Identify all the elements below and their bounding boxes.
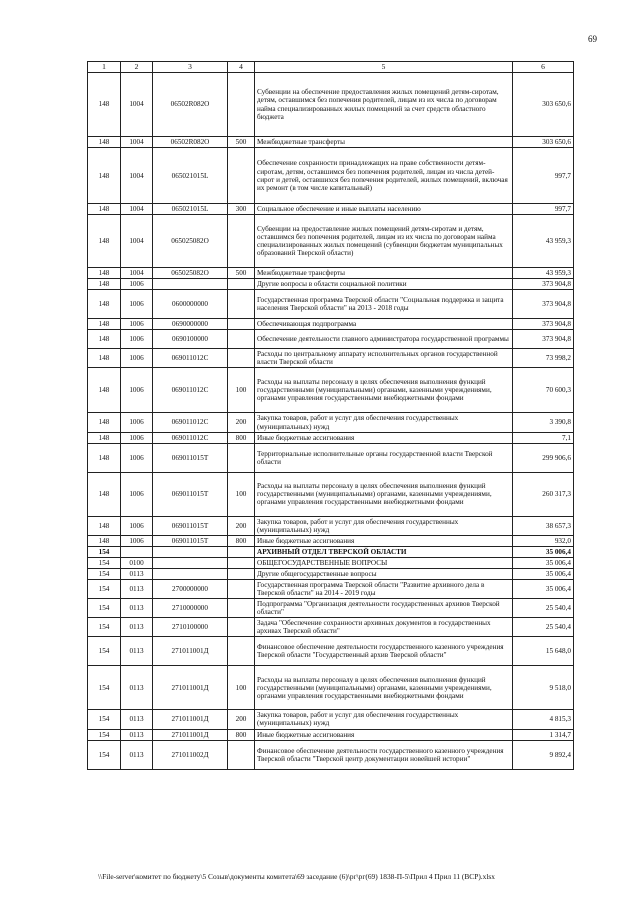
chapter-code-cell: 154 (88, 637, 121, 666)
expense-type-cell: 800 (228, 729, 255, 740)
table-row (88, 349, 574, 368)
table-row (88, 666, 574, 710)
chapter-code-cell: 154 (88, 666, 121, 710)
chapter-code-cell: 148 (88, 330, 121, 349)
amount-cell: 373 904,8 (513, 290, 574, 319)
target-code-cell: 069011012C (153, 349, 228, 368)
target-code-cell: 271011001Д (153, 710, 228, 729)
target-code-cell (153, 546, 228, 557)
section-code-cell: 1006 (121, 368, 153, 413)
amount-cell: 299 906,6 (513, 443, 574, 472)
expense-type-cell: 100 (228, 666, 255, 710)
amount-cell: 43 959,3 (513, 215, 574, 268)
target-code-cell: 0690000000 (153, 319, 228, 330)
target-code-cell (153, 557, 228, 568)
description-cell: Закупка товаров, работ и услуг для обеспечения государственных (муниципальных) нужд (255, 516, 513, 535)
chapter-code-cell: 148 (88, 137, 121, 148)
expense-type-cell: 100 (228, 472, 255, 516)
section-code-cell: 1006 (121, 413, 153, 432)
section-code-cell: 1004 (121, 73, 153, 137)
chapter-code-cell: 148 (88, 268, 121, 279)
chapter-code-cell: 154 (88, 568, 121, 579)
amount-cell: 25 540,4 (513, 618, 574, 637)
description-cell: Межбюджетные трансферты (255, 137, 513, 148)
section-code-cell: 0113 (121, 729, 153, 740)
amount-cell: 25 540,4 (513, 599, 574, 618)
expense-type-cell (228, 330, 255, 349)
target-code-cell: 271011001Д (153, 637, 228, 666)
expense-type-cell: 200 (228, 516, 255, 535)
target-code-cell: 271011001Д (153, 729, 228, 740)
amount-cell: 35 006,4 (513, 546, 574, 557)
expense-type-cell (228, 618, 255, 637)
description-cell: Финансовое обеспечение деятельности государственного казенного учреждения Тверской области "Тверской центр документации новейшей истории" (255, 740, 513, 769)
table-row (88, 413, 574, 432)
chapter-code-cell: 148 (88, 215, 121, 268)
header-cell-5: 5 (255, 62, 513, 73)
table-row (88, 740, 574, 769)
header-cell-1: 1 (88, 62, 121, 73)
amount-cell: 38 657,3 (513, 516, 574, 535)
chapter-code-cell: 148 (88, 319, 121, 330)
chapter-code-cell: 154 (88, 740, 121, 769)
table-row (88, 432, 574, 443)
amount-cell: 35 006,4 (513, 568, 574, 579)
description-cell: Обеспечение деятельности главного администратора государственной программы (255, 330, 513, 349)
target-code-cell: 069011012C (153, 432, 228, 443)
expense-type-cell (228, 349, 255, 368)
amount-cell: 373 904,8 (513, 330, 574, 349)
section-code-cell: 0100 (121, 557, 153, 568)
table-row (88, 637, 574, 666)
target-code-cell: 069011015T (153, 516, 228, 535)
description-cell: Государственная программа Тверской области "Развитие архивного дела в Тверской области" на 2014 - 2019 годы (255, 580, 513, 599)
amount-cell: 70 600,3 (513, 368, 574, 413)
amount-cell: 73 998,2 (513, 349, 574, 368)
description-cell: Обеспечивающая подпрограмма (255, 319, 513, 330)
header-row (88, 62, 574, 73)
target-code-cell: 069011015T (153, 472, 228, 516)
table-row (88, 137, 574, 148)
section-code-cell: 1004 (121, 148, 153, 204)
chapter-code-cell: 148 (88, 472, 121, 516)
table-row (88, 368, 574, 413)
table-row (88, 516, 574, 535)
description-cell: Обеспечение сохранности принадлежащих на праве собственности детям-сиротам, детям, оставшимся без попечения родителей, лицам из числа детей-сирот и детей, оставшихся без попечения родителей, жилых помещений, включая их ремонт (в том числе капитальный) (255, 148, 513, 204)
chapter-code-cell: 148 (88, 432, 121, 443)
amount-cell: 35 006,4 (513, 557, 574, 568)
section-code-cell: 1006 (121, 279, 153, 290)
amount-cell: 997,7 (513, 148, 574, 204)
description-cell: Другие вопросы в области социальной политики (255, 279, 513, 290)
section-code-cell: 0113 (121, 637, 153, 666)
section-code-cell: 1004 (121, 137, 153, 148)
description-cell: Межбюджетные трансферты (255, 268, 513, 279)
table-row (88, 599, 574, 618)
table-row (88, 204, 574, 215)
table-row (88, 290, 574, 319)
table-row (88, 535, 574, 546)
chapter-code-cell: 148 (88, 516, 121, 535)
section-code-cell: 1006 (121, 472, 153, 516)
description-cell: Расходы на выплаты персоналу в целях обеспечения выполнения функций государственными (муниципальными) органами, казенными учреждениями, органами управления государственными внебюджетными фондами (255, 368, 513, 413)
section-code-cell: 1004 (121, 268, 153, 279)
table-row (88, 268, 574, 279)
expense-type-cell: 300 (228, 204, 255, 215)
header-cell-3: 3 (153, 62, 228, 73)
chapter-code-cell: 148 (88, 73, 121, 137)
chapter-code-cell: 148 (88, 413, 121, 432)
chapter-code-cell: 148 (88, 443, 121, 472)
expense-type-cell: 800 (228, 535, 255, 546)
expense-type-cell (228, 279, 255, 290)
expense-type-cell: 100 (228, 368, 255, 413)
section-code-cell: 1006 (121, 443, 153, 472)
target-code-cell: 065021015L (153, 148, 228, 204)
expense-type-cell (228, 557, 255, 568)
amount-cell: 3 390,8 (513, 413, 574, 432)
header-cell-2: 2 (121, 62, 153, 73)
file-path-footer: \\File-server\комитет по бюджету\5 Созыв\документы комитета\69 заседание (6)\рг\рг(69) 1838-П-5\Прил 4 Прил 11 (ВСР).xlsx (98, 872, 495, 881)
amount-cell: 7,1 (513, 432, 574, 443)
budget-table (87, 61, 574, 770)
table-row (88, 710, 574, 729)
chapter-code-cell: 154 (88, 710, 121, 729)
chapter-code-cell: 154 (88, 618, 121, 637)
section-code-cell: 1006 (121, 516, 153, 535)
expense-type-cell (228, 73, 255, 137)
section-code-cell: 1006 (121, 330, 153, 349)
target-code-cell: 271011001Д (153, 666, 228, 710)
expense-type-cell (228, 443, 255, 472)
expense-type-cell (228, 319, 255, 330)
chapter-code-cell: 154 (88, 557, 121, 568)
expense-type-cell: 800 (228, 432, 255, 443)
target-code-cell: 0600000000 (153, 290, 228, 319)
table-row (88, 148, 574, 204)
amount-cell: 9 892,4 (513, 740, 574, 769)
chapter-code-cell: 148 (88, 368, 121, 413)
target-code-cell: 271011002Д (153, 740, 228, 769)
description-cell: Задача "Обеспечение сохранности архивных документов в государственных архивах Тверской области" (255, 618, 513, 637)
amount-cell: 260 317,3 (513, 472, 574, 516)
table-row (88, 729, 574, 740)
target-code-cell: 2710000000 (153, 599, 228, 618)
expense-type-cell (228, 599, 255, 618)
target-code-cell: 069011015T (153, 443, 228, 472)
amount-cell: 35 006,4 (513, 580, 574, 599)
description-cell: АРХИВНЫЙ ОТДЕЛ ТВЕРСКОЙ ОБЛАСТИ (255, 546, 513, 557)
section-code-cell: 0113 (121, 618, 153, 637)
amount-cell: 1 314,7 (513, 729, 574, 740)
section-code-cell: 0113 (121, 568, 153, 579)
target-code-cell: 069011012C (153, 368, 228, 413)
expense-type-cell (228, 637, 255, 666)
expense-type-cell: 500 (228, 137, 255, 148)
target-code-cell: 065025082O (153, 268, 228, 279)
target-code-cell (153, 279, 228, 290)
target-code-cell: 06502R082O (153, 73, 228, 137)
section-code-cell: 1006 (121, 432, 153, 443)
section-code-cell: 1006 (121, 349, 153, 368)
description-cell: ОБЩЕГОСУДАРСТВЕННЫЕ ВОПРОСЫ (255, 557, 513, 568)
chapter-code-cell: 154 (88, 599, 121, 618)
description-cell: Другие общегосударственные вопросы (255, 568, 513, 579)
amount-cell: 303 650,6 (513, 73, 574, 137)
chapter-code-cell: 154 (88, 546, 121, 557)
amount-cell: 43 959,3 (513, 268, 574, 279)
expense-type-cell (228, 290, 255, 319)
description-cell: Иные бюджетные ассигнования (255, 535, 513, 546)
description-cell: Территориальные исполнительные органы государственной власти Тверской области (255, 443, 513, 472)
description-cell: Закупка товаров, работ и услуг для обеспечения государственных (муниципальных) нужд (255, 710, 513, 729)
amount-cell: 373 904,8 (513, 319, 574, 330)
section-code-cell: 1004 (121, 215, 153, 268)
table-row (88, 330, 574, 349)
chapter-code-cell: 148 (88, 148, 121, 204)
description-cell: Социальное обеспечение и иные выплаты населению (255, 204, 513, 215)
chapter-code-cell: 154 (88, 580, 121, 599)
target-code-cell: 0690100000 (153, 330, 228, 349)
target-code-cell: 065021015L (153, 204, 228, 215)
table-row (88, 215, 574, 268)
amount-cell: 997,7 (513, 204, 574, 215)
expense-type-cell (228, 580, 255, 599)
section-code-cell: 0113 (121, 666, 153, 710)
table-row (88, 557, 574, 568)
table-row (88, 443, 574, 472)
budget-table-body (88, 62, 574, 770)
chapter-code-cell: 154 (88, 729, 121, 740)
chapter-code-cell: 148 (88, 349, 121, 368)
section-code-cell: 1006 (121, 319, 153, 330)
table-row (88, 472, 574, 516)
target-code-cell (153, 568, 228, 579)
expense-type-cell (228, 148, 255, 204)
target-code-cell: 065025082O (153, 215, 228, 268)
expense-type-cell (228, 546, 255, 557)
description-cell: Закупка товаров, работ и услуг для обеспечения государственных (муниципальных) нужд (255, 413, 513, 432)
target-code-cell: 069011012C (153, 413, 228, 432)
amount-cell: 4 815,3 (513, 710, 574, 729)
target-code-cell: 2710100000 (153, 618, 228, 637)
description-cell: Государственная программа Тверской области "Социальная поддержка и защита населения Тверской области" на 2013 - 2018 годы (255, 290, 513, 319)
amount-cell: 15 648,0 (513, 637, 574, 666)
description-cell: Субвенции на обеспечение предоставления жилых помещений детям-сиротам, детям, оставшимся без попечения родителей, лицам из их числа по договорам найма специализированных жилых помещений за счет средств областного бюджета (255, 73, 513, 137)
section-code-cell: 0113 (121, 710, 153, 729)
table-row (88, 319, 574, 330)
table-row (88, 73, 574, 137)
expense-type-cell: 200 (228, 413, 255, 432)
table-row (88, 568, 574, 579)
section-code-cell: 1006 (121, 290, 153, 319)
amount-cell: 9 518,0 (513, 666, 574, 710)
page-number: 69 (588, 34, 597, 44)
amount-cell: 303 650,6 (513, 137, 574, 148)
expense-type-cell (228, 568, 255, 579)
expense-type-cell: 200 (228, 710, 255, 729)
description-cell: Субвенции на предоставление жилых помещений детям-сиротам и детям, оставшимся без попечения родителей, лицам из их числа по договорам найма специализированных жилых помещений (субвенции бюджетам муниципальных образований Тверской области) (255, 215, 513, 268)
description-cell: Расходы на выплаты персоналу в целях обеспечения выполнения функций государственными (муниципальными) органами, казенными учреждениями, органами управления государственными внебюджетными фондами (255, 472, 513, 516)
chapter-code-cell: 148 (88, 535, 121, 546)
section-code-cell: 0113 (121, 599, 153, 618)
description-cell: Финансовое обеспечение деятельности государственного казенного учреждения Тверской области "Государственный архив Тверской области" (255, 637, 513, 666)
target-code-cell: 06502R082O (153, 137, 228, 148)
table-row (88, 618, 574, 637)
target-code-cell: 2700000000 (153, 580, 228, 599)
amount-cell: 932,0 (513, 535, 574, 546)
expense-type-cell (228, 215, 255, 268)
table-row (88, 580, 574, 599)
chapter-code-cell: 148 (88, 279, 121, 290)
expense-type-cell: 500 (228, 268, 255, 279)
expense-type-cell (228, 740, 255, 769)
target-code-cell: 069011015T (153, 535, 228, 546)
description-cell: Иные бюджетные ассигнования (255, 432, 513, 443)
section-code-cell: 0113 (121, 740, 153, 769)
header-cell-4: 4 (228, 62, 255, 73)
description-cell: Расходы по центральному аппарату исполнительных органов государственной власти Тверской области (255, 349, 513, 368)
section-code-cell: 0113 (121, 580, 153, 599)
section-code-cell: 1006 (121, 535, 153, 546)
section-code-cell (121, 546, 153, 557)
table-row (88, 546, 574, 557)
chapter-code-cell: 148 (88, 290, 121, 319)
header-cell-6: 6 (513, 62, 574, 73)
chapter-code-cell: 148 (88, 204, 121, 215)
description-cell: Расходы на выплаты персоналу в целях обеспечения выполнения функций государственными (муниципальными) органами, казенными учреждениями, органами управления государственными внебюджетными фондами (255, 666, 513, 710)
description-cell: Подпрограмма "Организация деятельности государственных архивов Тверской области" (255, 599, 513, 618)
section-code-cell: 1004 (121, 204, 153, 215)
description-cell: Иные бюджетные ассигнования (255, 729, 513, 740)
table-row (88, 279, 574, 290)
amount-cell: 373 904,8 (513, 279, 574, 290)
